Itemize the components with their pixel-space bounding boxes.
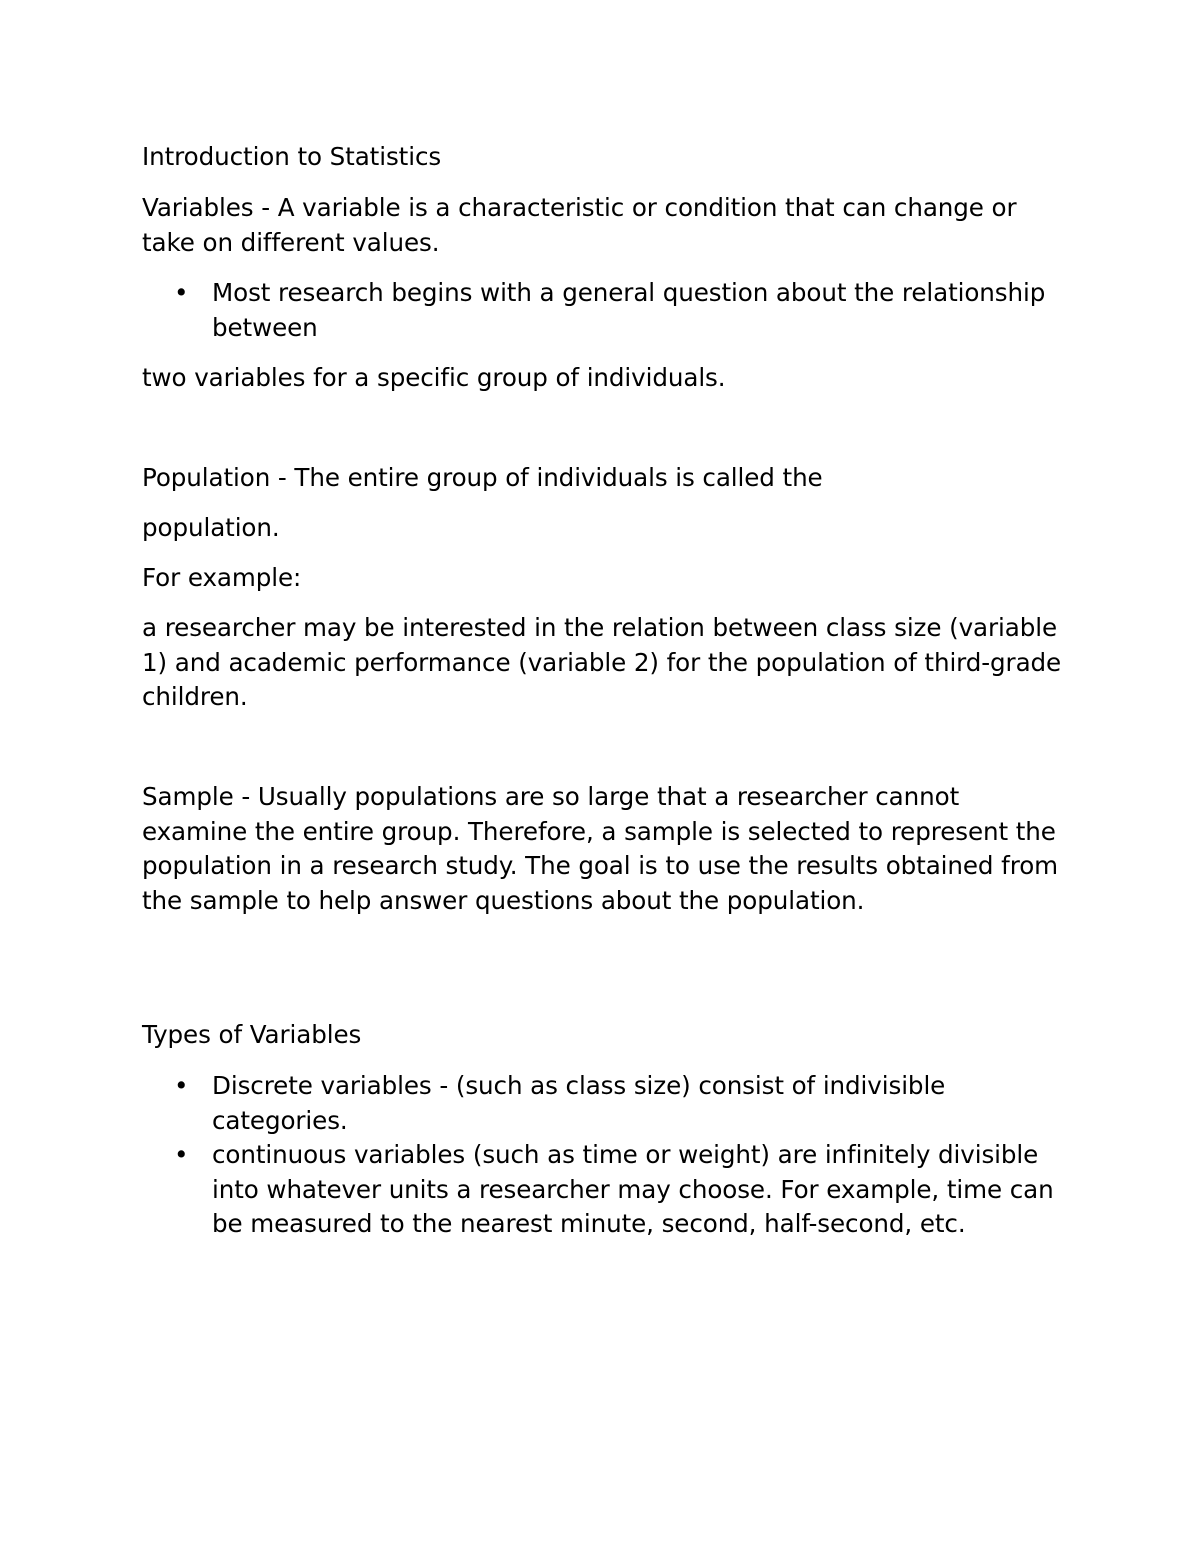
variables-bullet-item: [142, 276, 1062, 345]
continuous-variables-text: continuous variables (such as time or weight) are infinitely divisible into whatever units a researcher may choose. For example, time can be measured to the nearest minute, second, half-second, etc.: [212, 1140, 1054, 1238]
types-of-variables-heading: Types of Variables: [142, 1020, 362, 1049]
bullet-icon: •: [174, 1140, 189, 1169]
variables-bullet-text: Most research begins with a general question about the relationship between: [212, 278, 1046, 342]
population-definition-line-1: Population - The entire group of individuals is called the: [142, 463, 823, 492]
bullet-icon: •: [174, 1071, 189, 1100]
population-definition-line-2: population.: [142, 513, 280, 542]
discrete-variables-bullet-item: [142, 1069, 1062, 1138]
variables-definition: Variables - A variable is a characteristic or condition that can change or take on different values.: [142, 193, 1017, 257]
document-title: Introduction to Statistics: [142, 142, 442, 171]
continuous-variables-bullet-item: [142, 1138, 1062, 1242]
bullet-icon: •: [174, 278, 189, 307]
sample-definition: Sample - Usually populations are so large that a researcher cannot examine the entire group. Therefore, a sample is selected to represent the population in a research study. The goal is to use the results obtained from the sample to help answer questions about the population.: [142, 782, 1058, 915]
for-example-label: For example:: [142, 563, 302, 592]
example-text: a researcher may be interested in the relation between class size (variable 1) and academic performance (variable 2) for the population of third-grade children.: [142, 613, 1062, 711]
variables-continued-text: two variables for a specific group of individuals.: [142, 363, 726, 392]
discrete-variables-text: Discrete variables - (such as class size) consist of indivisible categories.: [212, 1071, 946, 1135]
